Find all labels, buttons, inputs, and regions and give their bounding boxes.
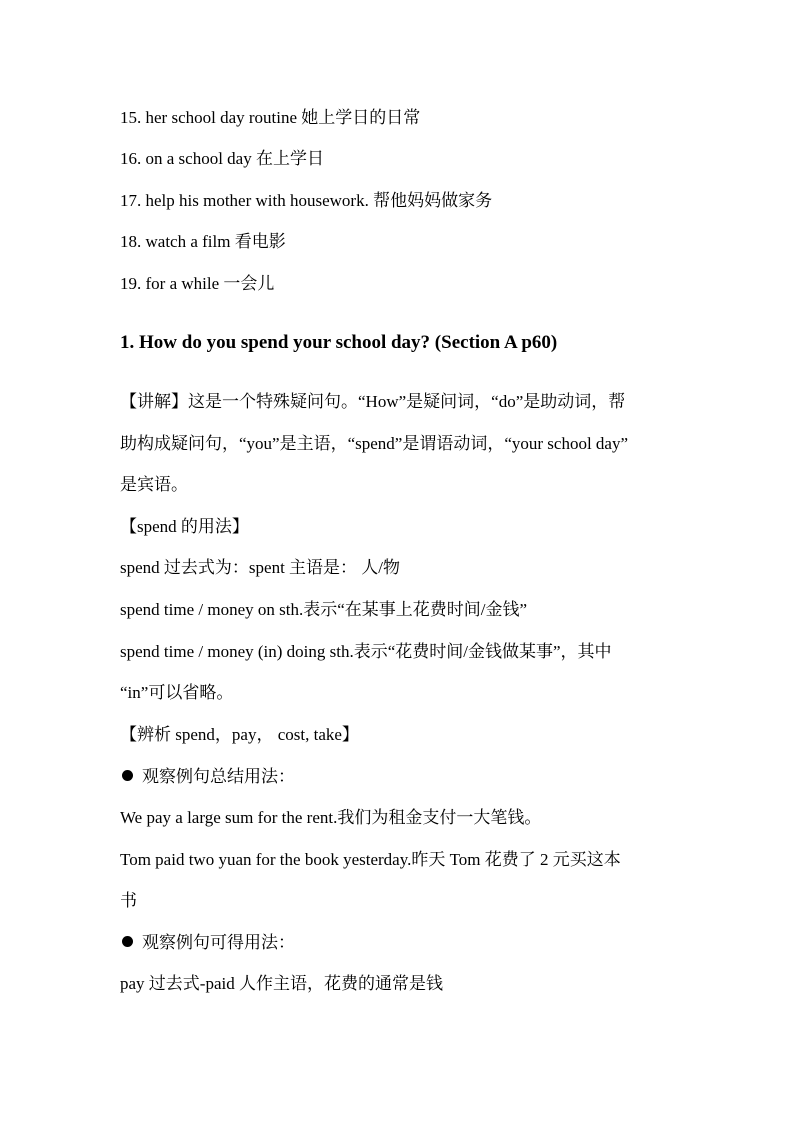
bullet-text-1: 观察例句总结用法： <box>142 767 295 786</box>
usage-line-3: spend time / money (in) doing sth.表示“花费时间/金钱做某事”，其中 <box>120 642 612 661</box>
phrase-19: 19. for a while 一会儿 <box>120 274 275 293</box>
usage-line-1: spend 过去式为：spent 主语是： 人/物 <box>120 558 401 577</box>
example-line-3: 书 <box>120 891 137 910</box>
example-line-2: Tom paid two yuan for the book yesterday.昨天 Tom 花费了 2 元买这本 <box>120 850 621 869</box>
explanation-line-3: 是宾语。 <box>120 475 188 494</box>
phrase-18: 18. watch a film 看电影 <box>120 232 286 251</box>
bullet-dot-icon <box>122 936 133 947</box>
example-line-1: We pay a large sum for the rent.我们为租金支付一大笔钱。 <box>120 808 542 827</box>
usage-line-2: spend time / money on sth.表示“在某事上花费时间/金钱” <box>120 600 528 619</box>
usage-heading: 【spend 的用法】 <box>120 517 249 536</box>
phrase-17: 17. help his mother with housework. 帮他妈妈做家务 <box>120 191 493 210</box>
explanation-line-2: 助构成疑问句，“you”是主语，“spend”是谓语动词，“your school day” <box>120 434 629 453</box>
bullet-item-1 <box>120 765 680 789</box>
explanation-line-1: 【讲解】这是一个特殊疑问句。“How”是疑问词，“do”是助动词，帮 <box>120 392 626 411</box>
section-heading: 1. How do you spend your school day? (Section A p60) <box>120 332 558 353</box>
bullet-text-2: 观察例句可得用法： <box>142 933 295 952</box>
bullet-dot-icon <box>122 770 133 781</box>
phrase-15: 15. her school day routine 她上学日的日常 <box>120 108 421 127</box>
bullet-item-2 <box>120 931 680 955</box>
phrase-16: 16. on a school day 在上学日 <box>120 149 324 168</box>
usage-line-4: “in”可以省略。 <box>120 683 234 702</box>
pay-usage-line: pay 过去式-paid 人作主语，花费的通常是钱 <box>120 974 443 993</box>
comparison-heading: 【辨析 spend，pay， cost, take】 <box>120 725 359 744</box>
